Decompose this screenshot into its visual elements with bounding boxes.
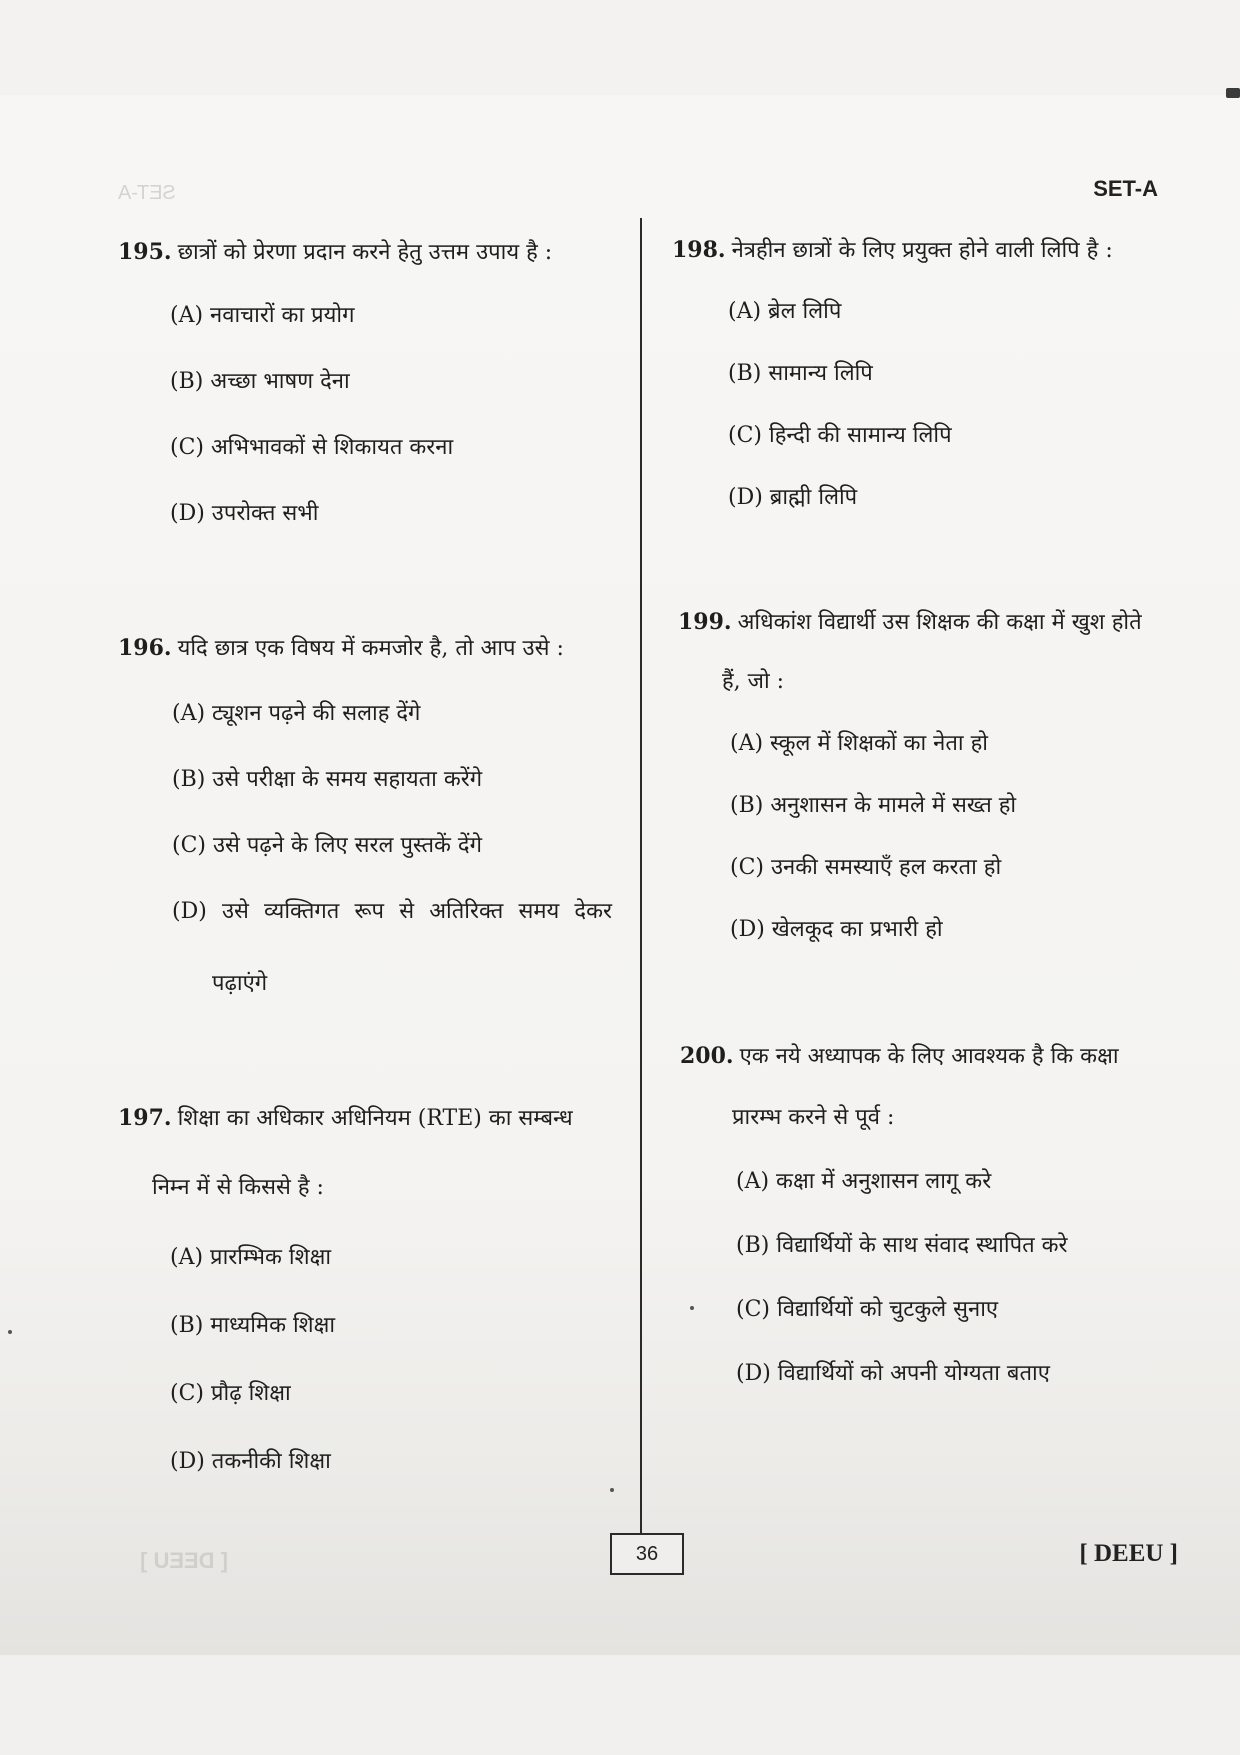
question-text: यदि छात्र एक विषय में कमजोर है, तो आप उसे : [177,636,564,661]
option-d: (D) विद्यार्थियों को अपनी योग्यता बताए [736,1361,1050,1386]
option-d: (D) उसे व्यक्तिगत रूप से अतिरिक्त समय देकर [172,899,612,924]
question-number: 199. [678,609,732,635]
option-b: (B) अनुशासन के मामले में सख्त हो [730,793,1017,818]
option-d-continuation: पढ़ाएंगे [212,971,268,996]
option-c: (C) विद्यार्थियों को चुटकुले सुनाए [736,1297,999,1322]
option-b: (B) माध्यमिक शिक्षा [170,1313,336,1338]
question-text-continuation: प्रारम्भ करने से पूर्व : [732,1105,895,1130]
question-text-continuation: हैं, जो : [722,669,785,694]
question-number: 200. [680,1043,734,1069]
option-c: (C) प्रौढ़ शिक्षा [170,1381,291,1406]
question-text: अधिकांश विद्यार्थी उस शिक्षक की कक्षा में खुश होते [737,610,1142,635]
scan-speck [610,1488,614,1492]
question-text: छात्रों को प्रेरणा प्रदान करने हेतु उत्तम उपाय है : [177,240,553,265]
scan-speck [690,1306,694,1310]
question-198 [672,234,1172,267]
page-number: 36 [610,1533,684,1575]
option-b: (B) उसे परीक्षा के समय सहायता करेंगे [172,767,483,792]
question-196 [118,632,618,665]
option-d: (D) खेलकूद का प्रभारी हो [730,917,943,942]
option-a: (A) कक्षा में अनुशासन लागू करे [736,1169,992,1194]
option-c: (C) अभिभावकों से शिकायत करना [170,435,454,460]
option-d: (D) ब्राह्मी लिपि [728,485,858,510]
question-text: नेत्रहीन छात्रों के लिए प्रयुक्त होने वाली लिपि है : [731,238,1113,263]
paper-code: [ DEEU ] [1079,1540,1178,1567]
bleed-through-set-label: SET-A [118,182,176,204]
column-divider [640,218,642,1543]
scan-edge-mark [1226,88,1240,98]
option-b: (B) अच्छा भाषण देना [170,369,350,394]
bleed-through-code-label: [ DEEU ] [140,1548,228,1573]
question-199 [678,606,1178,639]
option-c: (C) उसे पढ़ने के लिए सरल पुस्तकें देंगे [172,833,482,858]
question-200 [680,1040,1180,1073]
option-a: (A) ट्यूशन पढ़ने की सलाह देंगे [172,701,421,726]
option-a: (A) स्कूल में शिक्षकों का नेता हो [730,731,988,756]
question-number: 198. [672,237,726,263]
question-195 [118,236,588,269]
option-a: (A) प्रारम्भिक शिक्षा [170,1245,332,1270]
question-197 [118,1102,618,1135]
option-b: (B) सामान्य लिपि [728,361,873,386]
question-text: शिक्षा का अधिकार अधिनियम (RTE) का सम्बन्ध [177,1106,573,1131]
question-text-continuation: निम्न में से किससे है : [152,1175,324,1200]
option-d: (D) तकनीकी शिक्षा [170,1449,331,1474]
option-a: (A) ब्रेल लिपि [728,299,842,324]
option-a: (A) नवाचारों का प्रयोग [170,303,355,328]
scan-margin [0,1655,1240,1755]
scan-speck [8,1330,12,1334]
option-c: (C) उनकी समस्याएँ हल करता हो [730,855,1002,880]
set-label: SET-A [1093,176,1158,201]
question-number: 195. [118,239,172,265]
option-d: (D) उपरोक्त सभी [170,501,319,526]
option-b: (B) विद्यार्थियों के साथ संवाद स्थापित करे [736,1233,1068,1258]
option-c: (C) हिन्दी की सामान्य लिपि [728,423,952,448]
question-number: 197. [118,1105,172,1131]
question-number: 196. [118,635,172,661]
question-text: एक नये अध्यापक के लिए आवश्यक है कि कक्षा [739,1044,1119,1069]
